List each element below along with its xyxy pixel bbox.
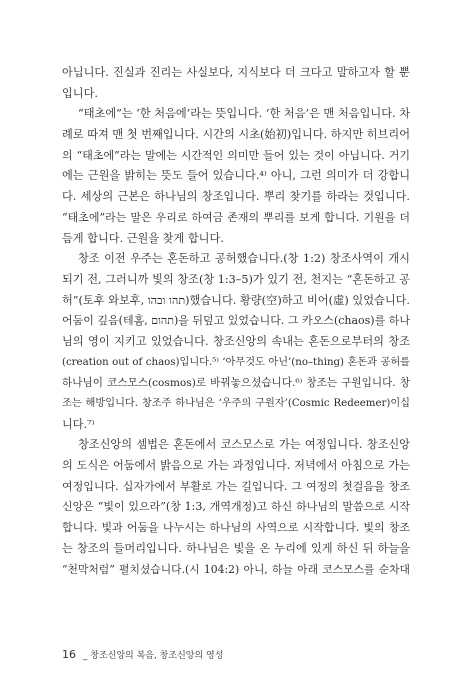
- text-line: 합니다. 빛과 어둠을 나누시는 하나님의 사역으로 시작합니다. 빛의 창조: [62, 521, 410, 535]
- text-line: 어둠이 깊음(테홈, תהום)을 뒤덮고 있었습니다. 그 카오스(chaos)를 하나: [62, 314, 410, 328]
- text-line: “천막처럼” 펼치셨습니다.(시 104:2) 아니, 하늘 아래 코스모스를 순차대: [62, 562, 410, 576]
- text-line: 창조 이전 우주는 혼돈하고 공허했습니다.(창 1:2) 창조사역이 개시: [78, 252, 410, 266]
- text-line: 허”(토후 와보후, תהו ובהו)했습니다. 황량(空)하고 비어(虛) 있었습니다.: [62, 293, 410, 307]
- text-line: 의 “태초에”라는 말에는 시간적인 의미만 들어 있는 것이 아닙니다. 거기: [62, 148, 410, 162]
- text-line: 신앙은 “빛이 있으라”(창 1:3, 개역개정)고 하신 하나님의 말씀으로 시작: [62, 500, 410, 514]
- paragraph-4: [62, 435, 410, 580]
- text-line: 의 도식은 어둠에서 밝음으로 가는 과정입니다. 저녁에서 아침으로 가는: [62, 459, 410, 473]
- text-line: 여정입니다. 십자가에서 부활로 가는 길입니다. 그 여정의 첫걸음을 창조: [62, 479, 410, 493]
- text-line: 되기 전, 그러니까 빛의 창조(창 1:3–5)가 있기 전, 천지는 “혼돈하고 공: [62, 272, 410, 286]
- text-line: “태초에”는 ‘한 처음에’라는 뜻입니다. ‘한 처음’은 맨 처음입니다. 차: [78, 107, 410, 121]
- text-line: 창조신앙의 셈법은 혼돈에서 코스모스로 가는 여정입니다. 창조신앙: [78, 438, 410, 452]
- page-footer: [62, 648, 223, 661]
- text-line: “태초에”라는 말은 우리로 하여금 존재의 뿌리를 보게 합니다. 기원을 더: [62, 210, 410, 224]
- text-line: 듬게 합니다. 근원을 찾게 합니다.: [62, 231, 224, 245]
- text-line: 는 창조의 들머리입니다. 하나님은 빛을 온 누리에 있게 하신 뒤 하늘을: [62, 541, 410, 555]
- text-line: (creation out of chaos)입니다.⁵⁾ ‘아무것도 아닌’(no–thing) 혼돈과 공허를: [62, 356, 410, 368]
- page-number: 16: [62, 648, 76, 661]
- text-line: 하나님이 코스모스(cosmos)로 바꿔놓으셨습니다.⁶⁾ 창조는 구원입니다. 창: [62, 377, 410, 390]
- paragraph-3: [62, 249, 410, 435]
- text-line: 니다.⁷⁾: [62, 417, 95, 431]
- text-line: 조는 해방입니다. 창조주 하나님은 ‘우주의 구원자’(Cosmic Redeemer)이십: [62, 398, 410, 409]
- text-line: 다. 세상의 근본은 하나님의 창조입니다. 뿌리 찾기를 하라는 것입니다.: [62, 190, 410, 204]
- text-line: 에는 근원을 밝히는 뜻도 들어 있습니다.⁴⁾ 아니, 그런 의미가 더 강합니: [62, 169, 410, 183]
- paragraph-1: [62, 63, 410, 104]
- paragraph-2: [62, 104, 410, 249]
- running-title: _ 창조신앙의 복음, 창조신앙의 영성: [82, 651, 224, 661]
- text-line: 례로 따져 맨 첫 번째입니다. 시간의 시초(始初)입니다. 하지만 히브리어: [62, 128, 410, 142]
- text-line: 입니다.: [62, 86, 98, 100]
- body-text: [62, 63, 410, 580]
- text-line: 아닙니다. 진실과 진리는 사실보다, 지식보다 더 크다고 말하고자 할 뿐: [62, 66, 410, 79]
- text-line: 님의 영이 지키고 있었습니다. 창조신앙의 속내는 혼돈으로부터의 창조: [62, 334, 410, 348]
